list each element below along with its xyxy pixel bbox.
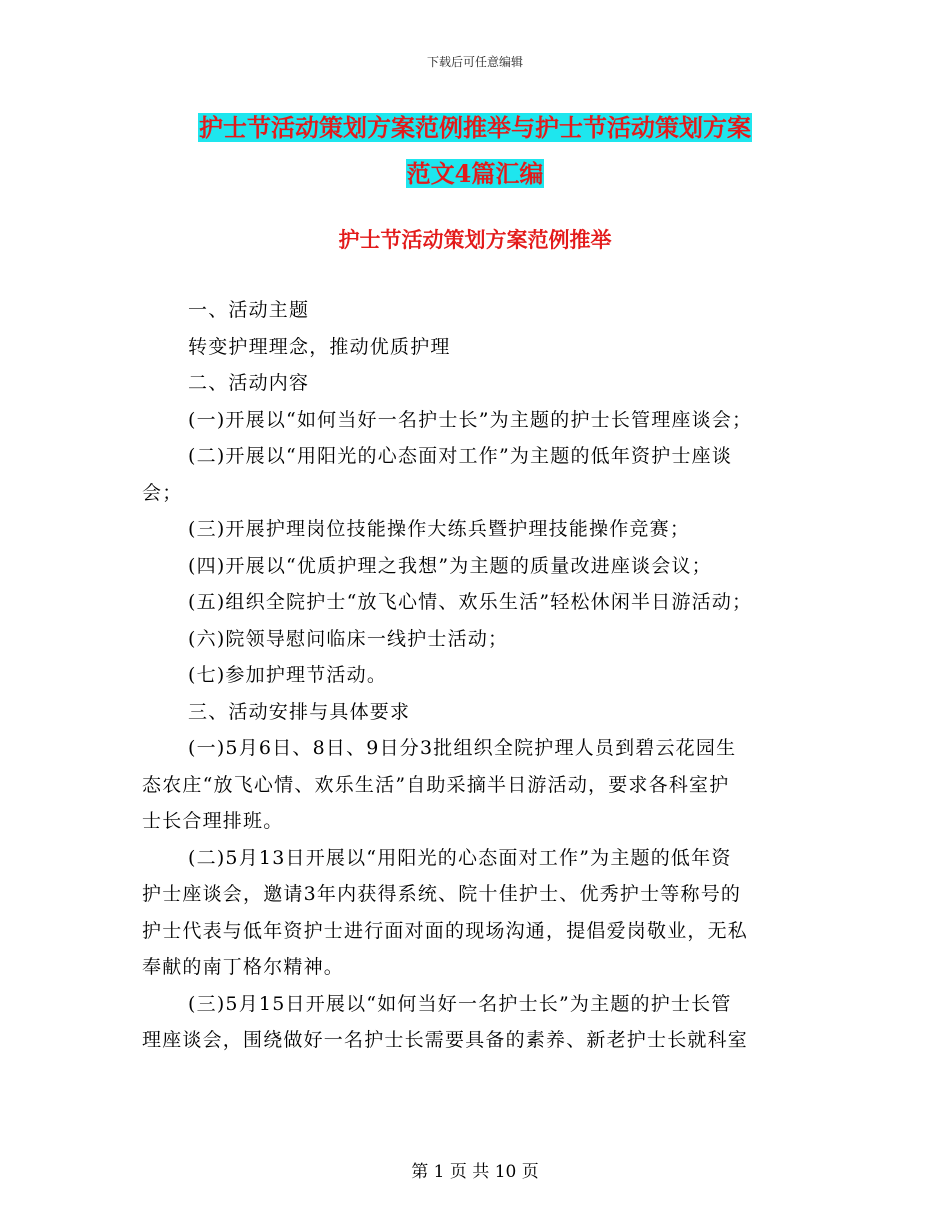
list-item: (五)组织全院护士“放飞心情、欢乐生活”轻松休闲半日游活动； — [188, 591, 753, 613]
heading-3: 三、活动安排与具体要求 — [188, 700, 411, 723]
paragraph-line: 转变护理理念，推动优质护理 — [188, 335, 451, 358]
section-title: 护士节活动策划方案范例推举 — [338, 227, 612, 252]
paragraph-line: (一)5月6日、8日、9日分3批组织全院护理人员到碧云花园生 — [188, 737, 737, 759]
heading-2: 二、活动内容 — [188, 372, 310, 394]
paragraph-line: 士长合理排班。 — [142, 810, 284, 832]
list-item: (二)开展以“用阳光的心态面对工作”为主题的低年资护士座谈 — [188, 445, 733, 467]
paragraph-line: 理座谈会，围绕做好一名护士长需要具备的素养、新老护士长就科室 — [142, 1029, 749, 1051]
paragraph-line: 奉献的南丁格尔精神。 — [142, 956, 345, 978]
page-footer: 第 1 页 共 10 页 — [411, 1162, 539, 1182]
document-title-line-1 — [150, 108, 800, 148]
body-text — [142, 292, 804, 1059]
paragraph-line: 护士座谈会，邀请3年内获得系统、院十佳护士、优秀护士等称号的 — [142, 883, 742, 905]
title-highlight: 护士节活动策划方案范例推举与护士节活动策划方案 — [199, 113, 751, 142]
list-item: (一)开展以“如何当好一名护士长”为主题的护士长管理座谈会； — [188, 408, 753, 431]
list-item: (三)开展护理岗位技能操作大练兵暨护理技能操作竞赛； — [188, 518, 691, 540]
header-note: 下载后可任意编辑 — [426, 55, 523, 69]
paragraph-line: (三)5月15日开展以“如何当好一名护士长”为主题的护士长管 — [188, 992, 732, 1015]
list-item: (四)开展以“优质护理之我想”为主题的质量改进座谈会议； — [188, 554, 712, 577]
title-highlight: 范文4篇汇编 — [406, 159, 544, 188]
list-item: (七)参加护理节活动。 — [188, 664, 388, 686]
paragraph-line: (二)5月13日开展以“用阳光的心态面对工作”为主题的低年资 — [188, 846, 732, 869]
list-item: (六)院领导慰问临床一线护士活动； — [188, 627, 509, 650]
heading-1: 一、活动主题 — [188, 299, 310, 321]
document-title-line-2 — [150, 154, 800, 194]
list-item-continuation: 会； — [142, 481, 183, 504]
paragraph-line: 态农庄“放飞心情、欢乐生活”自助采摘半日游活动，要求各科室护 — [142, 773, 730, 796]
paragraph-line: 护士代表与低年资护士进行面对面的现场沟通，提倡爱岗敬业，无私 — [142, 919, 749, 942]
